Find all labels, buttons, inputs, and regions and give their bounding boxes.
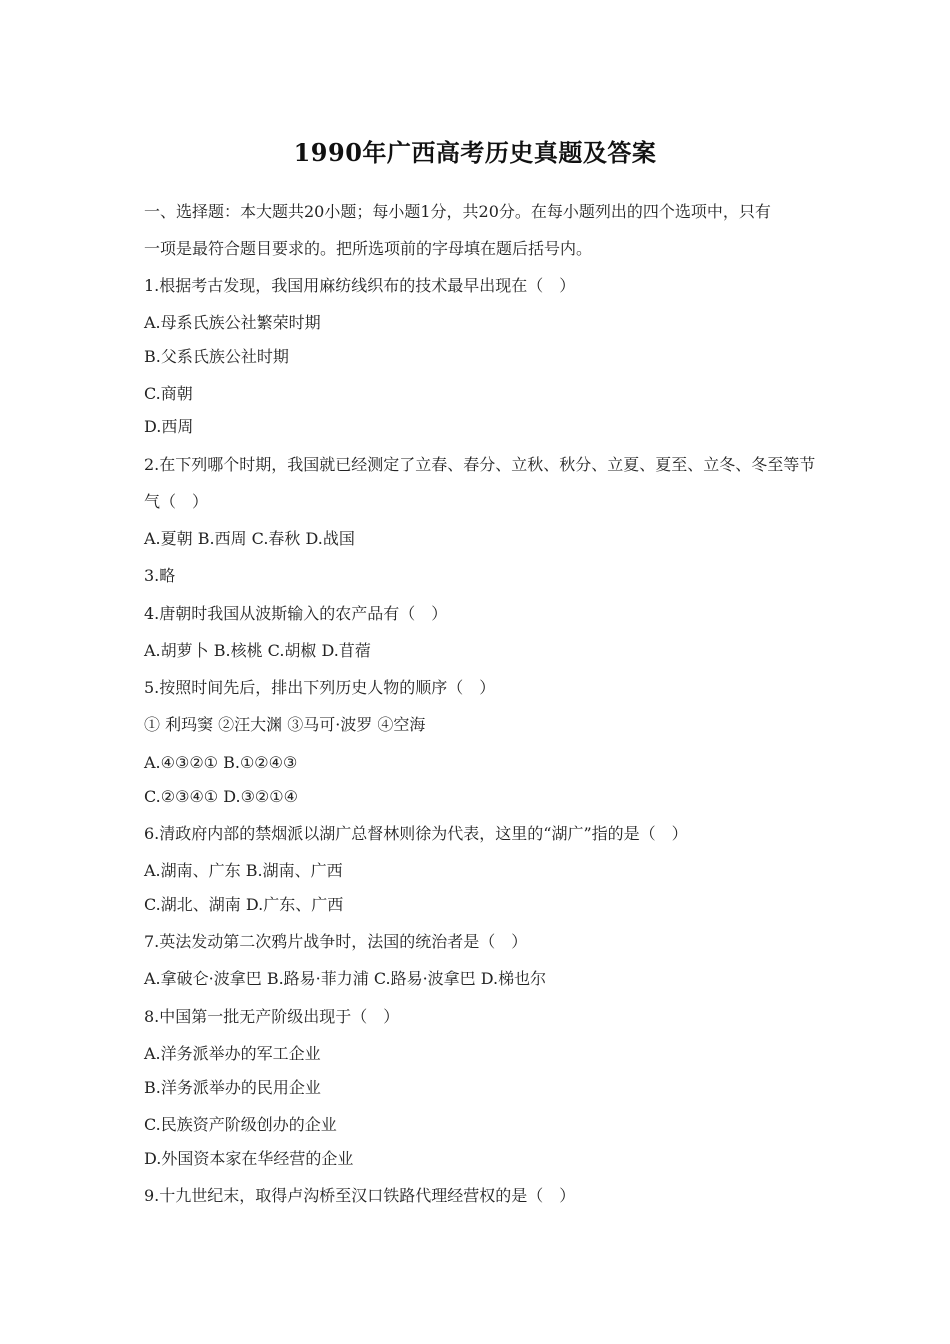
question-8-option-a: A.洋务派举办的军工企业 <box>144 1044 321 1063</box>
question-8-option-b: B.洋务派举办的民用企业 <box>144 1078 321 1097</box>
document-title: 1990年广西高考历史真题及答案 <box>293 138 657 167</box>
question-3: 3.略 <box>144 566 176 585</box>
question-6-options-ab: A.湖南、广东 B.湖南、广西 <box>144 861 343 880</box>
question-2-options: A.夏朝 B.西周 C.春秋 D.战国 <box>144 529 355 548</box>
question-7-options: A.拿破仑·波拿巴 B.路易·菲力浦 C.路易·波拿巴 D.梯也尔 <box>144 969 547 988</box>
question-8: 8.中国第一批无产阶级出现于（ ） <box>144 1007 400 1026</box>
question-1-option-c: C.商朝 <box>144 384 193 403</box>
question-1: 1.根据考古发现，我国用麻纺线织布的技术最早出现在（ ） <box>144 276 576 295</box>
question-7: 7.英法发动第二次鸦片战争时，法国的统治者是（ ） <box>144 932 528 951</box>
question-5-persons: ① 利玛窦 ②汪大渊 ③马可·波罗 ④空海 <box>144 715 426 734</box>
instruction-line-1: 一、选择题：本大题共20小题；每小题1分，共20分。在每小题列出的四个选项中，只有 <box>144 202 771 221</box>
instruction-line-2: 一项是最符合题目要求的。把所选项前的字母填在题后括号内。 <box>144 239 593 258</box>
question-2-line-2: 气（ ） <box>144 492 209 511</box>
question-1-option-a: A.母系氏族公社繁荣时期 <box>144 313 321 332</box>
question-5-options-ab: A.④③②① B.①②④③ <box>144 753 298 772</box>
question-2-line-1: 2.在下列哪个时期，我国就已经测定了立春、春分、立秋、秋分、立夏、夏至、立冬、冬至等节 <box>144 455 816 474</box>
question-5-options-cd: C.②③④① D.③②①④ <box>144 787 298 806</box>
question-1-option-b: B.父系氏族公社时期 <box>144 347 289 366</box>
question-4: 4.唐朝时我国从波斯输入的农产品有（ ） <box>144 604 448 623</box>
question-8-option-c: C.民族资产阶级创办的企业 <box>144 1115 337 1134</box>
question-9: 9.十九世纪末，取得卢沟桥至汉口铁路代理经营权的是（ ） <box>144 1186 576 1205</box>
question-6: 6.清政府内部的禁烟派以湖广总督林则徐为代表，这里的“湖广”指的是（ ） <box>144 824 688 843</box>
question-8-option-d: D.外国资本家在华经营的企业 <box>144 1149 354 1168</box>
question-6-options-cd: C.湖北、湖南 D.广东、广西 <box>144 895 344 914</box>
question-5: 5.按照时间先后，排出下列历史人物的顺序（ ） <box>144 678 496 697</box>
question-4-options: A.胡萝卜 B.核桃 C.胡椒 D.苜蓿 <box>144 641 371 660</box>
question-1-option-d: D.西周 <box>144 417 194 436</box>
